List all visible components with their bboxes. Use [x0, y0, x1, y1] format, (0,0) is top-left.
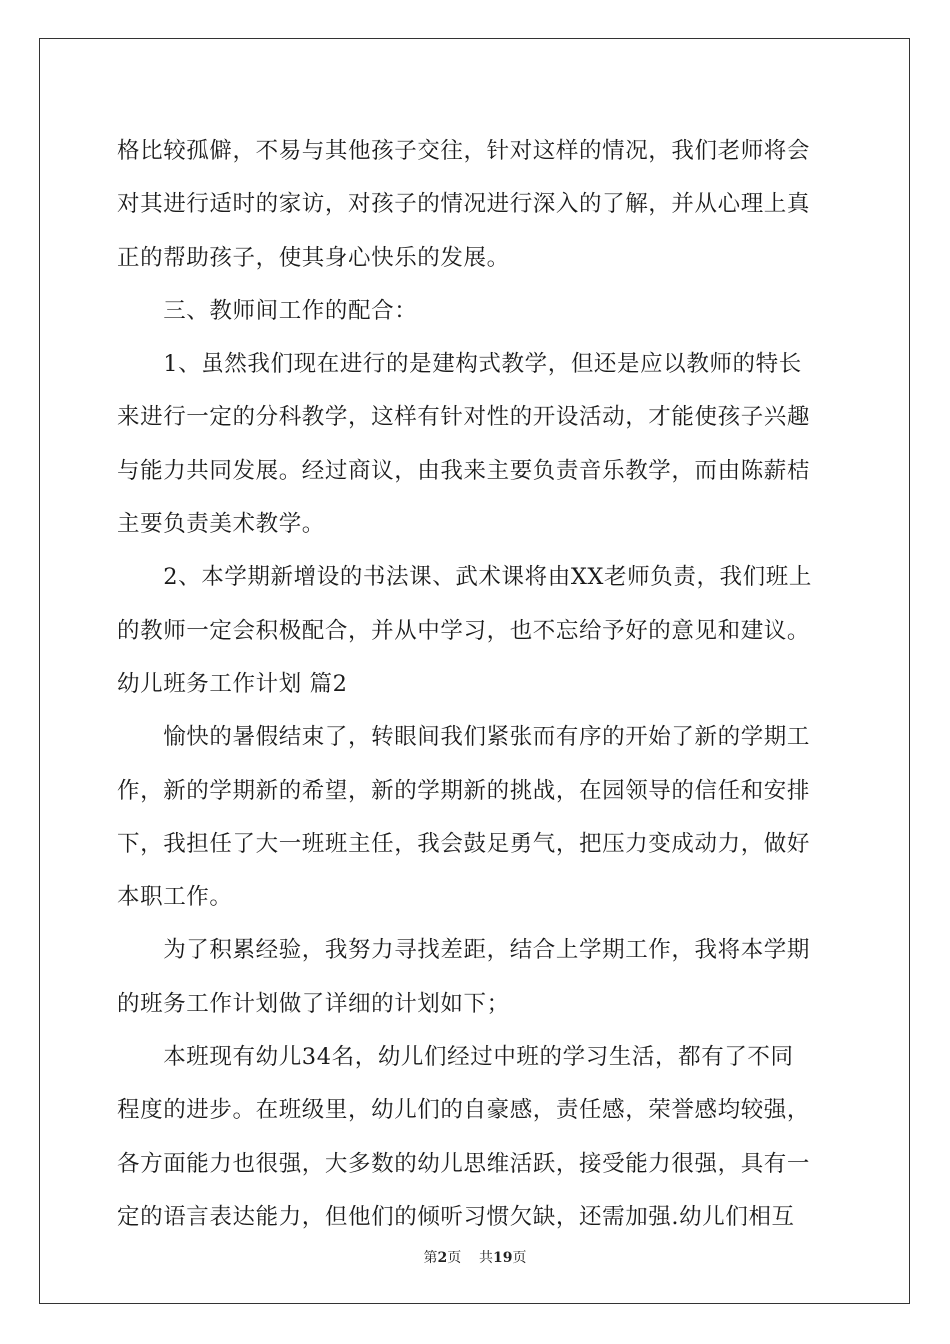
text-line: 与能力共同发展。经过商议，由我来主要负责音乐教学，而由陈薪桔 [117, 457, 811, 484]
page-current: 2 [437, 1250, 448, 1266]
text-line: 正的帮助孩子，使其身心快乐的发展。 [117, 244, 510, 271]
text-line: 的班务工作计划做了详细的计划如下； [117, 990, 510, 1017]
text-line: 1、虽然我们现在进行的是建构式教学，但还是应以教师的特长 [117, 351, 802, 378]
page-prefix: 第 [423, 1250, 438, 1266]
page-total: 19 [493, 1250, 513, 1266]
section-heading: 三、教师间工作的配合： [117, 297, 418, 324]
text-line: 2、本学期新增设的书法课、武术课将由XX老师负责，我们班上 [117, 564, 812, 591]
text-line: 来进行一定的分科教学，这样有针对性的开设活动，才能使孩子兴趣 [117, 404, 811, 431]
text-line: 各方面能力也很强，大多数的幼儿思维活跃，接受能力很强，具有一 [117, 1150, 811, 1177]
text-line: 的教师一定会积极配合，并从中学习，也不忘给予好的意见和建议。 [117, 617, 811, 644]
total-suffix: 页 [512, 1250, 527, 1266]
text-line: 下，我担任了大一班班主任，我会鼓足勇气，把压力变成动力，做好 [117, 830, 811, 857]
text-line: 格比较孤僻，不易与其他孩子交往，针对这样的情况，我们老师将会 [117, 138, 811, 164]
article-title: 幼儿班务工作计划 篇2 [117, 670, 348, 697]
text-line: 主要负责美术教学。 [117, 511, 325, 538]
text-line: 本职工作。 [117, 884, 233, 911]
text-line: 为了积累经验，我努力寻找差距，结合上学期工作，我将本学期 [117, 937, 811, 964]
page-footer [0, 1247, 950, 1267]
text-line: 对其进行适时的家访，对孩子的情况进行深入的了解，并从心理上真 [117, 191, 811, 218]
text-line: 作，新的学期新的希望，新的学期新的挑战，在园领导的信任和安排 [117, 777, 811, 804]
text-line: 程度的进步。在班级里，幼儿们的自豪感，责任感，荣誉感均较强， [117, 1097, 811, 1124]
text-line: 本班现有幼儿34名，幼儿们经过中班的学习生活，都有了不同 [117, 1044, 794, 1071]
page-suffix: 页 [447, 1250, 462, 1266]
text-line: 愉快的暑假结束了，转眼间我们紧张而有序的开始了新的学期工 [117, 724, 811, 751]
total-prefix: 共 [479, 1250, 494, 1266]
text-line: 定的语言表达能力，但他们的倾听习惯欠缺，还需加强.幼儿们相互 [117, 1203, 795, 1230]
document-body [117, 125, 833, 1244]
